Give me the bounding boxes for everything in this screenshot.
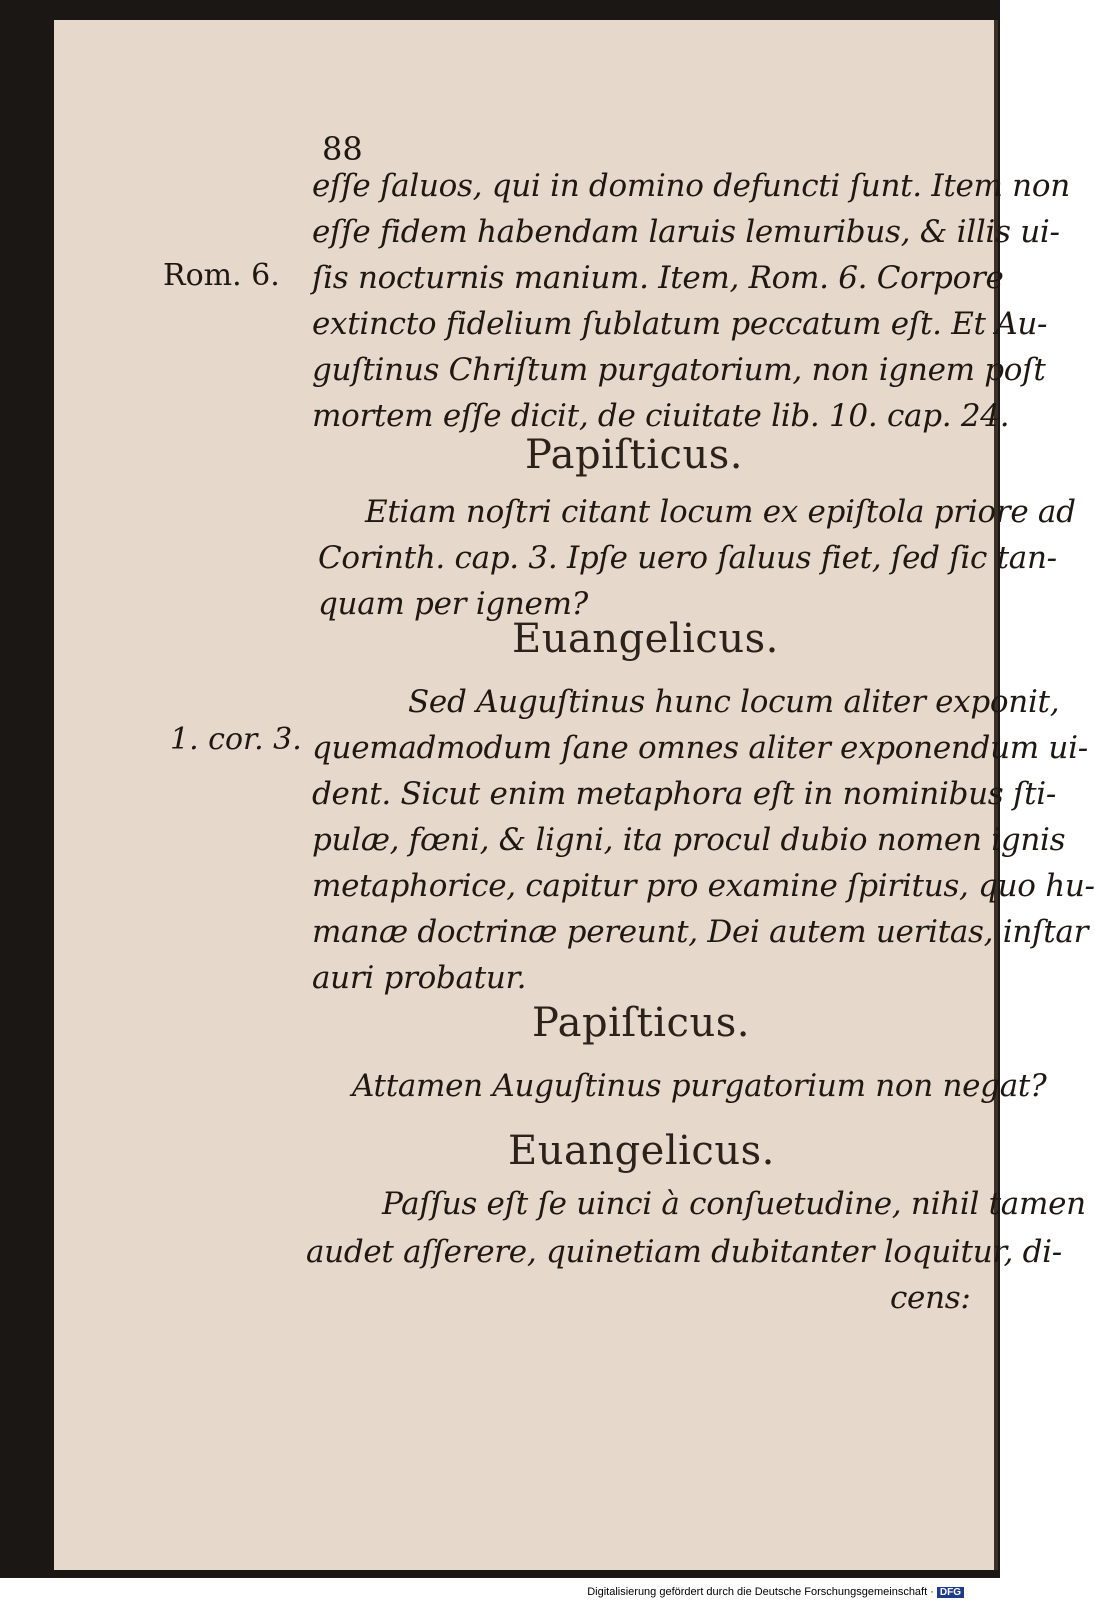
text-line: audet aſſerere, quinetiam dubitanter loquitur, di- bbox=[306, 1234, 1062, 1270]
text-line: manæ doctrinæ pereunt, Dei autem ueritas, inſtar bbox=[312, 914, 1089, 950]
page-number: 88 bbox=[322, 130, 363, 168]
text-line: quam per ignem? bbox=[318, 586, 588, 622]
text-line: mortem eſſe dicit, de ciuitate lib. 10. cap. 24. bbox=[312, 398, 1010, 434]
heading-euangelicus: Euangelicus. bbox=[512, 616, 779, 662]
text-line: Etiam noſtri citant locum ex epiſtola priore ad bbox=[365, 494, 1076, 530]
text-line: pulæ, fœni, & ligni, ita procul dubio nomen ignis bbox=[312, 822, 1066, 858]
text-line: Paſſus eſt ſe uinci à conſuetudine, nihil tamen bbox=[382, 1186, 1086, 1222]
text-line: extincto fidelium ſublatum peccatum eſt. Et Au- bbox=[312, 306, 1048, 342]
heading-papisticus: Papiſticus. bbox=[532, 1000, 750, 1046]
text-line: eſſe ſaluos, qui in domino defuncti ſunt. Item non bbox=[312, 168, 1070, 204]
margin-note-cor: 1. cor. 3. bbox=[170, 722, 302, 757]
dfg-logo: DFG bbox=[937, 1587, 964, 1598]
text-line: metaphorice, capitur pro examine ſpiritus, quo hu- bbox=[312, 868, 1095, 904]
margin-note-rom: Rom. 6. bbox=[163, 258, 280, 293]
text-line: guſtinus Chriſtum purgatorium, non ignem poſt bbox=[312, 352, 1046, 388]
heading-euangelicus: Euangelicus. bbox=[508, 1128, 775, 1174]
catchword: cens: bbox=[890, 1280, 971, 1316]
text-line: Sed Auguſtinus hunc locum aliter exponit, bbox=[408, 684, 1060, 720]
text-line: Corinth. cap. 3. Ipſe uero ſaluus fiet, ſed ſic tan- bbox=[318, 540, 1057, 576]
credit-text: Digitalisierung gefördert durch die Deutsche Forschungsgemeinschaft · bbox=[587, 1586, 934, 1598]
text-line: eſſe fidem habendam laruis lemuribus, & illis ui- bbox=[312, 214, 1060, 250]
text-line: auri probatur. bbox=[312, 960, 527, 996]
text-line: Attamen Auguſtinus purgatorium non negat? bbox=[352, 1068, 1047, 1104]
heading-papisticus: Papiſticus. bbox=[525, 432, 743, 478]
text-line: dent. Sicut enim metaphora eſt in nominibus ſti- bbox=[312, 776, 1057, 812]
text-line: quemadmodum ſane omnes aliter exponendum ui- bbox=[312, 730, 1088, 766]
digitization-credit bbox=[587, 1586, 964, 1598]
text-line: ſis nocturnis manium. Item, Rom. 6. Corpore bbox=[312, 260, 1004, 296]
